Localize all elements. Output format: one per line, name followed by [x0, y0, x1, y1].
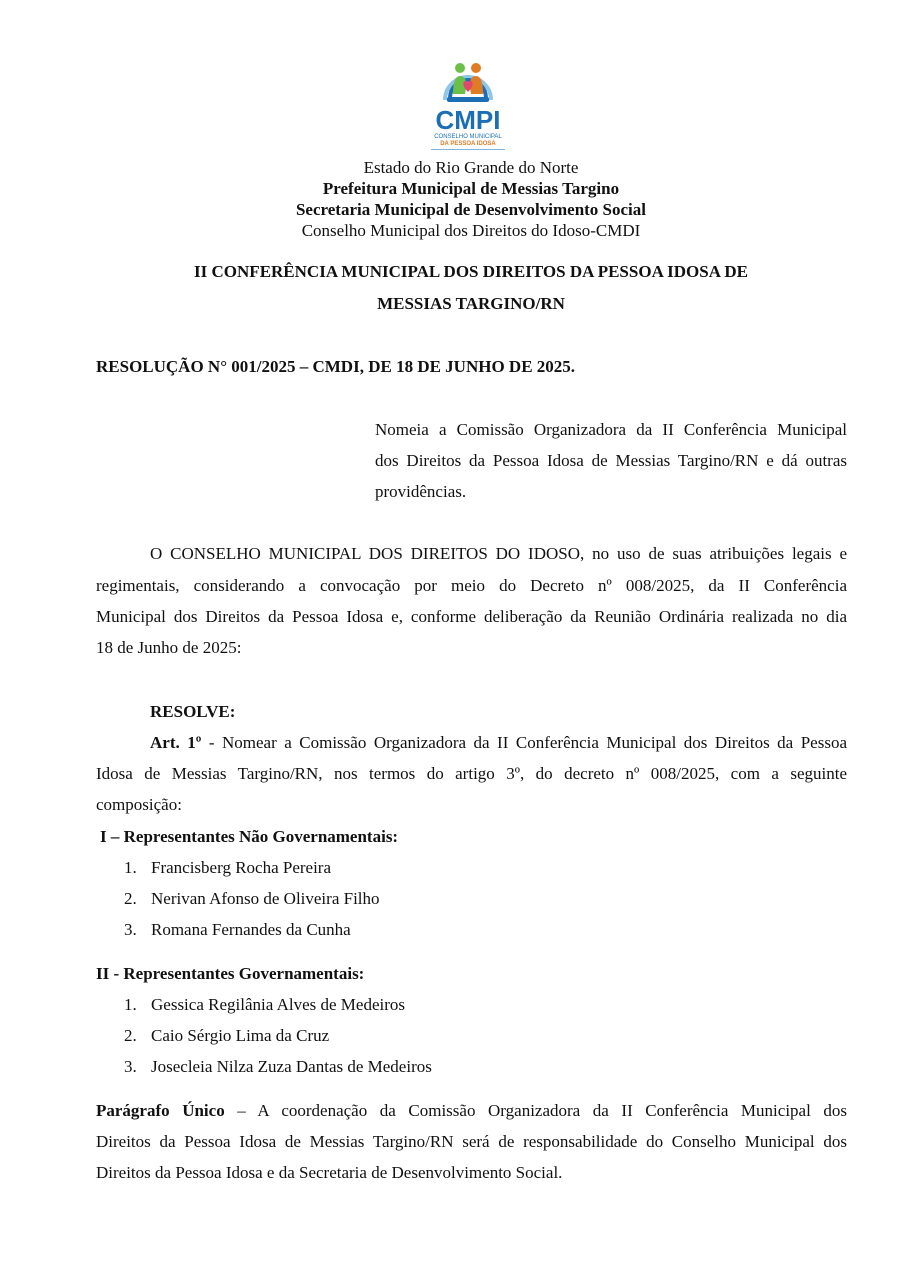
- summary-line-2: dos Direitos da Pessoa Idosa de Messias Targino/RN e dá outras: [375, 451, 847, 470]
- paragrafo-label: Parágrafo Único: [96, 1101, 225, 1120]
- logo-subtitle-1: CONSELHO MUNICIPAL: [434, 134, 502, 140]
- logo-underline: [431, 149, 505, 150]
- cmpi-logo: [425, 48, 511, 154]
- summary-line-3: providências.: [375, 482, 467, 501]
- list-item: 2. Caio Sérgio Lima da Cruz: [124, 1026, 330, 1045]
- paragrafo-text-1: – A coordenação da Comissão Organizadora da II Conferência Municipal dos: [224, 1101, 847, 1120]
- institution-header: [0, 157, 900, 241]
- preamble-line-3: Municipal dos Direitos da Pessoa Idosa e, conforme deliberação da Reunião Ordinária realizada no dia: [96, 607, 847, 626]
- elderly-couple-icon: [441, 48, 495, 106]
- header-state: Estado do Rio Grande do Norte: [363, 158, 579, 177]
- paragrafo-line-3: Direitos da Pessoa Idosa e da Secretaria de Desenvolvimento Social.: [96, 1163, 563, 1182]
- list-item: 2. Nerivan Afonso de Oliveira Filho: [124, 889, 380, 908]
- list-item: 1. Gessica Regilânia Alves de Medeiros: [124, 995, 405, 1014]
- preamble-line-4: 18 de Junho de 2025:: [96, 638, 242, 657]
- art1-line-3: composição:: [96, 795, 182, 814]
- logo-title: CMPI: [435, 105, 501, 135]
- conference-title-line-2: MESSIAS TARGINO/RN: [377, 294, 565, 313]
- list-item: 3. Josecleia Nilza Zuza Dantas de Medeiros: [124, 1057, 432, 1076]
- group1-title: I – Representantes Não Governamentais:: [100, 827, 399, 846]
- paragrafo-line-2: Direitos da Pessoa Idosa de Messias Targino/RN será de responsabilidade do Conselho Municipal dos: [96, 1132, 847, 1151]
- art1-text-1: - Nomear a Comissão Organizadora da II Conferência Municipal dos Direitos da Pessoa: [201, 733, 847, 752]
- header-prefeitura: Prefeitura Municipal de Messias Targino: [322, 179, 620, 198]
- resolve-heading: RESOLVE:: [150, 702, 236, 721]
- preamble-line-1: O CONSELHO MUNICIPAL DOS DIREITOS DO IDOSO, no uso de suas atribuições legais e: [150, 544, 847, 563]
- art1-line-2: Idosa de Messias Targino/RN, nos termos do artigo 3º, do decreto nº 008/2025, com a seguinte: [96, 764, 847, 783]
- conference-title-line-1: II CONFERÊNCIA MUNICIPAL DOS DIREITOS DA PESSOA IDOSA DE: [194, 262, 748, 281]
- art1-label: Art. 1º: [150, 733, 202, 752]
- header-secretaria: Secretaria Municipal de Desenvolvimento Social: [295, 200, 647, 219]
- preamble-line-2: regimentais, considerando a convocação por meio do Decreto nº 008/2025, da II Conferência: [96, 576, 847, 595]
- summary-line-1: Nomeia a Comissão Organizadora da II Conferência Municipal: [375, 420, 847, 439]
- list-item: 1. Francisberg Rocha Pereira: [124, 858, 332, 877]
- resolution-title: RESOLUÇÃO N° 001/2025 – CMDI, DE 18 DE JUNHO DE 2025.: [96, 357, 576, 376]
- group2-title: II - Representantes Governamentais:: [96, 964, 365, 983]
- logo-subtitle-2: DA PESSOA IDOSA: [440, 141, 496, 147]
- paragrafo-line-1: [96, 1101, 847, 1121]
- header-conselho: Conselho Municipal dos Direitos do Idoso-CMDI: [301, 221, 641, 240]
- list-item: 3. Romana Fernandes da Cunha: [124, 920, 351, 939]
- art1-line-1: [150, 733, 847, 753]
